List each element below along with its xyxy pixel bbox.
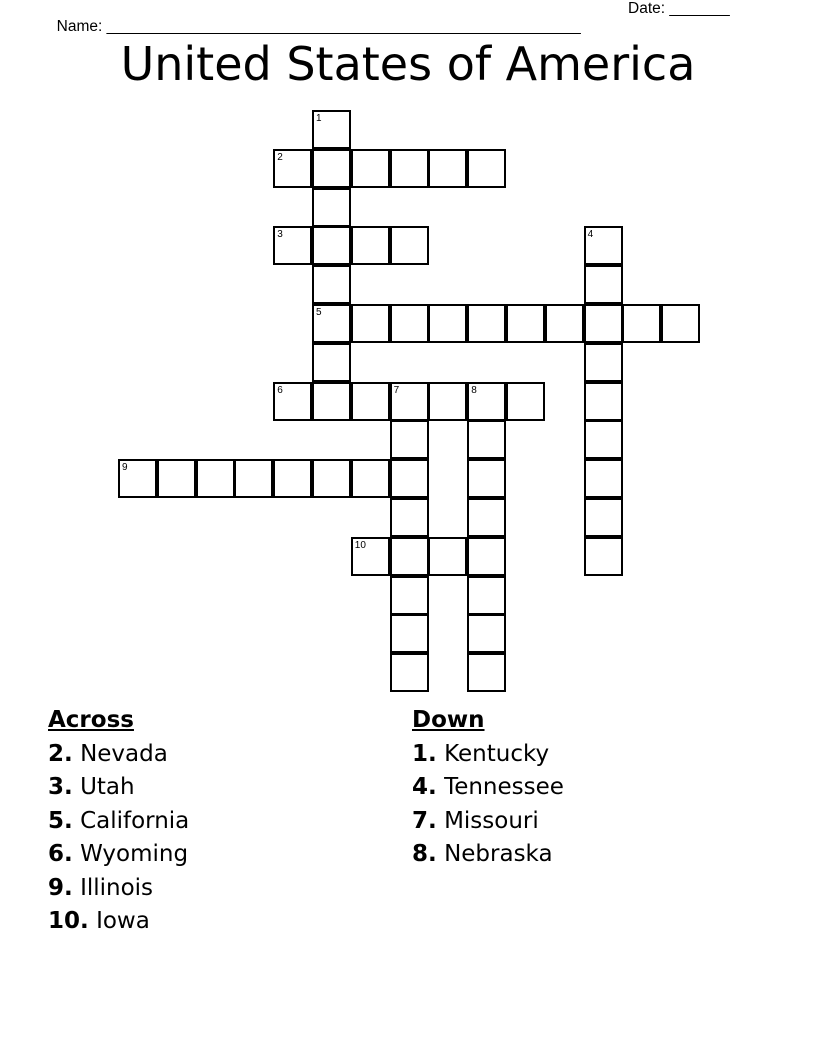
clue-number: 6. xyxy=(48,841,73,867)
clue-number: 4. xyxy=(412,774,437,800)
crossword-cell[interactable] xyxy=(390,459,429,498)
crossword-cell[interactable] xyxy=(390,537,429,576)
cell-number: 6 xyxy=(277,384,283,396)
across-clue xyxy=(48,805,189,839)
crossword-cell[interactable] xyxy=(312,188,351,227)
crossword-cell[interactable] xyxy=(312,304,351,343)
crossword-cell[interactable] xyxy=(351,537,390,576)
crossword-cell[interactable] xyxy=(467,498,506,537)
crossword-cell[interactable] xyxy=(312,226,351,265)
crossword-cell[interactable] xyxy=(390,653,429,692)
clue-text: California xyxy=(80,807,190,834)
crossword-cell[interactable] xyxy=(584,537,623,576)
crossword-cell[interactable] xyxy=(545,304,584,343)
crossword-cell[interactable] xyxy=(390,576,429,615)
crossword-cell[interactable] xyxy=(428,537,467,576)
clue-number: 2. xyxy=(48,740,73,767)
crossword-cell[interactable] xyxy=(506,382,545,421)
crossword-cell[interactable] xyxy=(118,459,157,498)
crossword-cell[interactable] xyxy=(273,149,312,188)
across-clue xyxy=(48,872,189,906)
down-heading: Down xyxy=(412,707,485,733)
crossword-cell[interactable] xyxy=(273,226,312,265)
crossword-cell[interactable] xyxy=(390,149,429,188)
crossword-cell[interactable] xyxy=(584,459,623,498)
crossword-cell[interactable] xyxy=(312,382,351,421)
crossword-cell[interactable] xyxy=(506,304,545,343)
cell-number: 10 xyxy=(354,539,366,551)
cell-number: 4 xyxy=(587,229,594,241)
across-clue xyxy=(48,771,189,805)
crossword-cell[interactable] xyxy=(584,382,623,421)
clue-number: 9. xyxy=(48,874,73,901)
crossword-cell[interactable] xyxy=(622,304,661,343)
crossword-cell[interactable] xyxy=(467,420,506,459)
crossword-cell[interactable] xyxy=(428,304,467,343)
clue-text: Tennessee xyxy=(444,774,564,800)
cell-number: 2 xyxy=(277,151,283,163)
crossword-cell[interactable] xyxy=(467,653,506,692)
crossword-cell[interactable] xyxy=(351,382,390,421)
clue-text: Iowa xyxy=(96,908,150,934)
crossword-cell[interactable] xyxy=(584,304,623,343)
down-clue xyxy=(412,771,564,805)
cell-number: 7 xyxy=(393,384,400,396)
date-field[interactable]: Date: _______ xyxy=(628,0,730,17)
crossword-cell[interactable] xyxy=(467,304,506,343)
clue-text: Kentucky xyxy=(444,740,550,767)
clue-text: Nevada xyxy=(80,740,168,767)
across-clues xyxy=(48,704,189,939)
down-clue xyxy=(412,738,564,772)
crossword-cell[interactable] xyxy=(584,265,623,304)
crossword-cell[interactable] xyxy=(312,343,351,382)
crossword-cell[interactable] xyxy=(273,382,312,421)
name-field[interactable]: Name: _______________________________________________________ xyxy=(56,18,581,35)
across-clue xyxy=(48,838,189,872)
crossword-cell[interactable] xyxy=(157,459,196,498)
crossword-cell[interactable] xyxy=(390,226,429,265)
crossword-cell[interactable] xyxy=(390,498,429,537)
crossword-cell[interactable] xyxy=(467,576,506,615)
crossword-cell[interactable] xyxy=(428,382,467,421)
crossword-cell[interactable] xyxy=(467,459,506,498)
across-heading: Across xyxy=(48,707,134,733)
crossword-cell[interactable] xyxy=(312,110,351,149)
crossword-cell[interactable] xyxy=(312,149,351,188)
crossword-cell[interactable] xyxy=(467,382,506,421)
crossword-cell[interactable] xyxy=(467,149,506,188)
crossword-cell[interactable] xyxy=(428,149,467,188)
crossword-cell[interactable] xyxy=(584,420,623,459)
crossword-cell[interactable] xyxy=(467,537,506,576)
crossword-cell[interactable] xyxy=(390,382,429,421)
down-clues xyxy=(412,704,564,872)
clue-text: Missouri xyxy=(444,807,539,834)
cell-number: 3 xyxy=(277,229,283,241)
crossword-cell[interactable] xyxy=(390,304,429,343)
crossword-cell[interactable] xyxy=(390,614,429,653)
crossword-cell[interactable] xyxy=(312,459,351,498)
crossword-cell[interactable] xyxy=(312,265,351,304)
cell-number: 5 xyxy=(316,307,322,318)
clue-number: 1. xyxy=(412,740,437,767)
crossword-cell[interactable] xyxy=(351,459,390,498)
down-clue xyxy=(412,805,564,839)
crossword-cell[interactable] xyxy=(390,420,429,459)
clue-number: 5. xyxy=(48,807,73,834)
crossword-cell[interactable] xyxy=(351,149,390,188)
across-clue xyxy=(48,905,189,939)
clue-text: Utah xyxy=(80,774,135,800)
crossword-cell[interactable] xyxy=(351,226,390,265)
crossword-cell[interactable] xyxy=(584,343,623,382)
crossword-cell[interactable] xyxy=(467,614,506,653)
cell-number: 9 xyxy=(122,462,128,474)
across-clue xyxy=(48,738,189,772)
clue-text: Wyoming xyxy=(80,841,189,867)
down-clue xyxy=(412,838,564,872)
crossword-cell[interactable] xyxy=(273,459,312,498)
crossword-cell[interactable] xyxy=(234,459,273,498)
crossword-cell[interactable] xyxy=(661,304,700,343)
crossword-cell[interactable] xyxy=(351,304,390,343)
cell-number: 8 xyxy=(471,384,477,396)
crossword-cell[interactable] xyxy=(584,498,623,537)
clue-number: 7. xyxy=(412,807,437,834)
clue-text: Illinois xyxy=(80,874,154,901)
crossword-cell[interactable] xyxy=(584,226,623,265)
clue-text: Nebraska xyxy=(444,841,553,867)
clue-number: 3. xyxy=(48,774,73,800)
crossword-cell[interactable] xyxy=(196,459,235,498)
page-title: United States of America xyxy=(120,37,696,91)
cell-number: 1 xyxy=(316,113,322,124)
clue-number: 10. xyxy=(48,908,89,934)
clue-number: 8. xyxy=(412,841,437,867)
